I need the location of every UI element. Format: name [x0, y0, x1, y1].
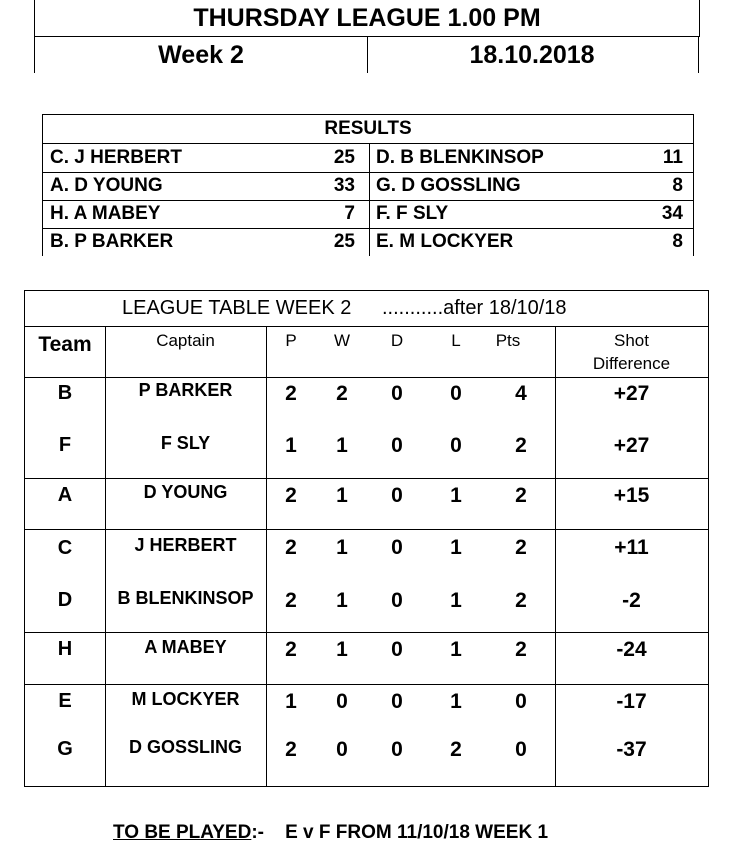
won: 1	[336, 536, 348, 559]
league-title: THURSDAY LEAGUE 1.00 PM	[34, 0, 700, 37]
league-table	[24, 290, 709, 787]
won: 1	[336, 484, 348, 507]
points: 2	[515, 638, 527, 661]
home-team: C. J HERBERT	[50, 147, 182, 168]
won: 1	[336, 589, 348, 612]
away-score: 34	[661, 203, 683, 224]
away-team: D. B BLENKINSOP	[376, 147, 544, 168]
away-team: F. F SLY	[376, 203, 449, 224]
won: 1	[336, 434, 348, 457]
shot-difference: -24	[616, 638, 647, 661]
date-label: 18.10.2018	[366, 36, 699, 73]
shot-difference: +27	[613, 382, 650, 405]
played: 2	[285, 738, 297, 761]
team-code: D	[57, 589, 73, 611]
played: 1	[285, 690, 297, 713]
team-code: B	[57, 382, 73, 404]
home-team: H. A MABEY	[50, 203, 161, 224]
lost: 1	[450, 589, 462, 612]
lost: 0	[450, 382, 462, 405]
team-code: G	[57, 738, 73, 760]
team-code: H	[57, 638, 73, 660]
drawn: 0	[391, 434, 403, 457]
fixture-label: TO BE PLAYED	[113, 822, 252, 843]
column-header-pts: Pts	[495, 331, 521, 350]
away-score: 8	[672, 231, 683, 252]
shot-difference: -37	[616, 738, 647, 761]
won: 0	[336, 738, 348, 761]
played: 2	[285, 536, 297, 559]
lost: 0	[450, 434, 462, 457]
column-header-shot: Shot	[614, 331, 649, 350]
away-team: E. M LOCKYER	[376, 231, 514, 252]
drawn: 0	[391, 589, 403, 612]
column-header-w: W	[333, 331, 351, 350]
home-team: B. P BARKER	[50, 231, 174, 252]
away-score: 11	[662, 147, 683, 168]
result-row	[42, 228, 694, 256]
won: 1	[336, 638, 348, 661]
drawn: 0	[391, 484, 403, 507]
column-header-p: P	[285, 331, 297, 350]
points: 2	[515, 484, 527, 507]
drawn: 0	[391, 690, 403, 713]
home-team: A. D YOUNG	[50, 175, 163, 196]
home-score: 7	[344, 203, 355, 224]
week-label: Week 2	[34, 36, 368, 73]
drawn: 0	[391, 638, 403, 661]
won: 2	[336, 382, 348, 405]
fixture-label-suffix: :-	[251, 822, 264, 843]
points: 4	[515, 382, 527, 405]
column-header-captain: Captain	[156, 331, 215, 350]
captain-name: F SLY	[160, 433, 211, 453]
captain-name: D GOSSLING	[128, 737, 242, 757]
home-score: 33	[333, 175, 355, 196]
lost: 1	[450, 638, 462, 661]
home-score: 25	[333, 147, 355, 168]
shot-difference: +15	[613, 484, 650, 507]
result-row	[42, 200, 694, 229]
won: 0	[336, 690, 348, 713]
fixture-note	[113, 820, 548, 846]
played: 2	[285, 638, 297, 661]
team-code: F	[58, 434, 72, 456]
shot-difference: -2	[622, 589, 641, 612]
team-code: C	[57, 537, 73, 559]
drawn: 0	[391, 382, 403, 405]
league-table-date-note: ...........after 18/10/18	[382, 297, 567, 319]
home-score: 25	[333, 231, 355, 252]
points: 0	[515, 690, 527, 713]
column-header-difference: Difference	[592, 354, 671, 373]
header-block	[34, 0, 700, 73]
captain-name: P BARKER	[138, 380, 233, 400]
captain-name: B BLENKINSOP	[117, 588, 254, 608]
shot-difference: +11	[614, 536, 649, 559]
played: 2	[285, 589, 297, 612]
points: 2	[515, 536, 527, 559]
away-score: 8	[672, 175, 683, 196]
captain-name: A MABEY	[144, 637, 227, 657]
column-header-team: Team	[38, 333, 92, 356]
lost: 1	[450, 484, 462, 507]
played: 2	[285, 484, 297, 507]
results-table	[42, 114, 692, 256]
points: 2	[515, 589, 527, 612]
column-header-d: D	[390, 331, 404, 350]
captain-name: D YOUNG	[143, 482, 228, 502]
column-header-l: L	[451, 331, 461, 350]
results-heading: RESULTS	[42, 114, 694, 144]
captain-name: M LOCKYER	[131, 689, 240, 709]
drawn: 0	[391, 536, 403, 559]
lost: 2	[450, 738, 462, 761]
result-row	[42, 144, 694, 173]
captain-name: J HERBERT	[134, 535, 237, 555]
played: 2	[285, 382, 297, 405]
shot-difference: -17	[616, 690, 647, 713]
shot-difference: +27	[613, 434, 650, 457]
team-code: E	[58, 690, 72, 712]
played: 1	[285, 434, 297, 457]
lost: 1	[450, 536, 462, 559]
lost: 1	[450, 690, 462, 713]
league-table-title	[25, 291, 708, 327]
result-row	[42, 172, 694, 201]
fixture-text: E v F FROM 11/10/18 WEEK 1	[263, 822, 549, 843]
points: 0	[515, 738, 527, 761]
drawn: 0	[391, 738, 403, 761]
away-team: G. D GOSSLING	[376, 175, 521, 196]
team-code: A	[57, 484, 73, 506]
league-table-title-text: LEAGUE TABLE WEEK 2	[122, 297, 352, 319]
points: 2	[515, 434, 527, 457]
